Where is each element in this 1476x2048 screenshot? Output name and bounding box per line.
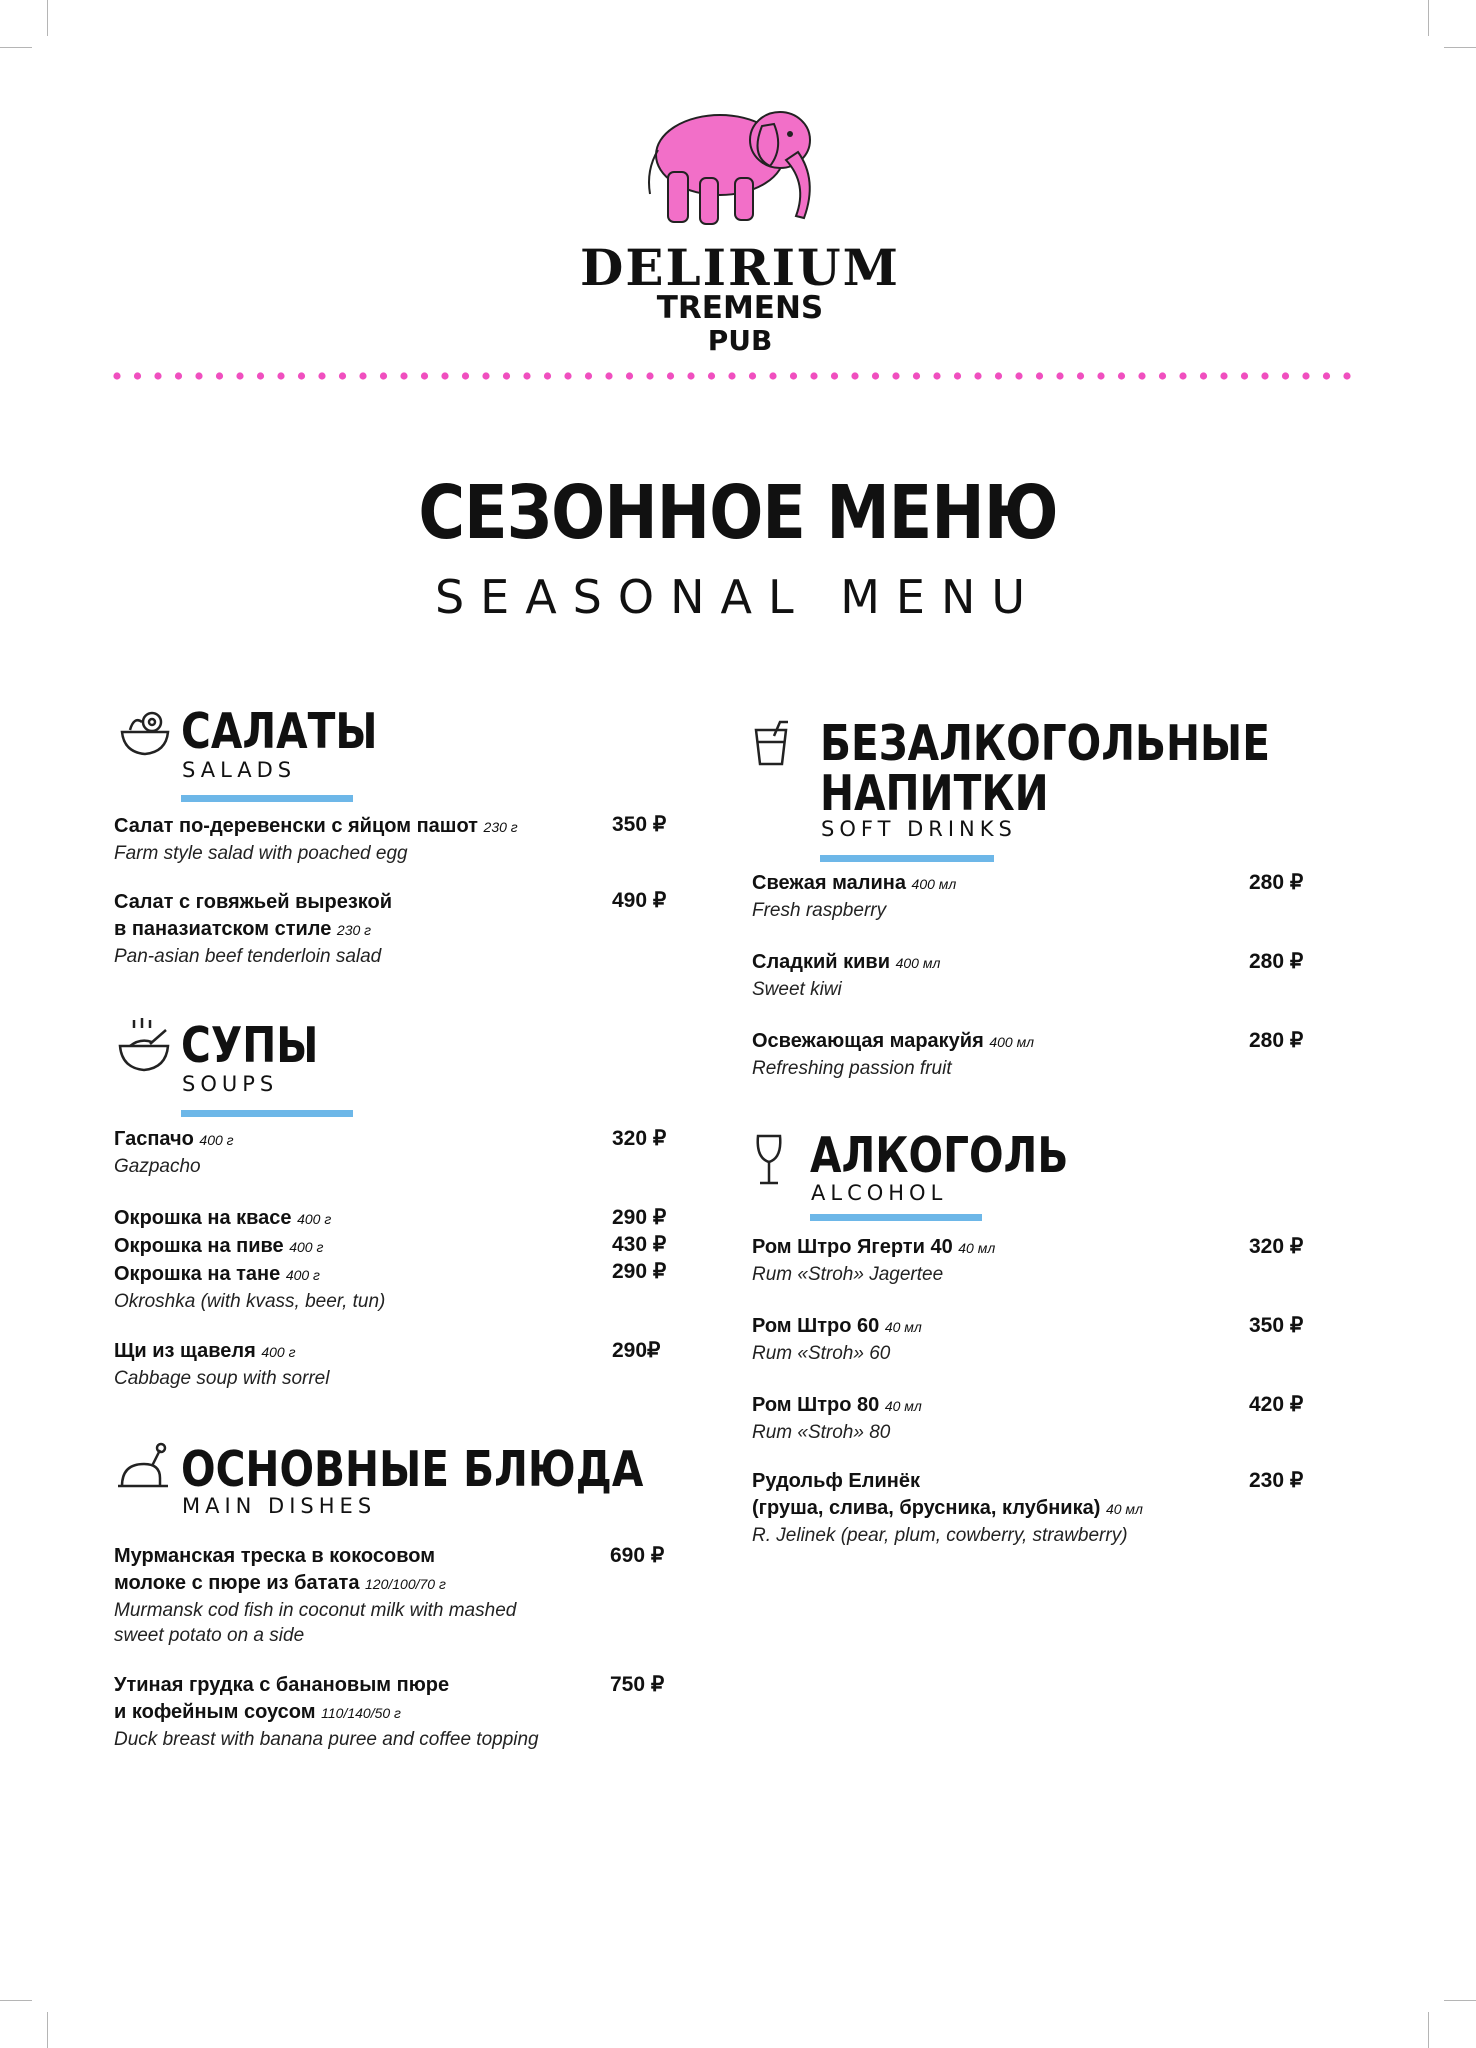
section-subtitle-alcohol: ALCOHOL: [811, 1181, 948, 1205]
section-title-soft-line2: НАПИТКИ: [820, 765, 1049, 822]
item-name-en-line2: sweet potato on a side: [114, 1625, 305, 1646]
divider-dot: [1323, 372, 1330, 379]
divider-dot: [728, 372, 735, 379]
divider-dot: [482, 372, 489, 379]
divider-dot: [277, 372, 284, 379]
item-weight: 110/140/50 г: [321, 1705, 401, 1721]
section-subtitle-soups: SOUPS: [182, 1072, 279, 1096]
divider-dot: [400, 372, 407, 379]
item-name: Салат с говяжьей вырезкой: [114, 891, 393, 913]
item-price: 280 ₽: [1249, 871, 1304, 894]
section-underline: [820, 855, 994, 862]
section-title-salads: САЛАТЫ: [181, 703, 378, 760]
crop-mark: [1444, 2000, 1476, 2001]
item-name-en: Rum «Stroh» 60: [752, 1343, 891, 1364]
divider-dot: [1241, 372, 1248, 379]
item-price: 750 ₽: [610, 1673, 665, 1696]
crop-mark: [1428, 2012, 1429, 2048]
item-name-en: Cabbage soup with sorrel: [114, 1368, 330, 1389]
item-name-en: Gazpacho: [114, 1156, 201, 1177]
divider-dot: [1097, 372, 1104, 379]
crop-mark: [1428, 0, 1429, 36]
section-underline: [181, 1110, 353, 1117]
divider-dot: [298, 372, 305, 379]
section-subtitle-mains: MAIN DISHES: [182, 1494, 377, 1518]
item-name-en: Murmansk cod fish in coconut milk with mashed: [114, 1600, 517, 1621]
divider-dot: [708, 372, 715, 379]
section-underline: [181, 795, 353, 802]
divider-dot: [1036, 372, 1043, 379]
salad-bowl-icon: [118, 708, 172, 758]
divider-dot: [441, 372, 448, 379]
item-weight: 400 мл: [989, 1034, 1035, 1050]
item-name: Ром Штро 60: [752, 1315, 880, 1337]
menu-item: [114, 813, 674, 866]
divider-dot: [134, 372, 141, 379]
crop-mark: [1444, 47, 1476, 48]
item-name: Свежая малина: [752, 872, 906, 894]
menu-item: [752, 1234, 1312, 1287]
item-name: Рудольф Елинёк: [752, 1470, 920, 1492]
item-weight: 400 мл: [895, 955, 941, 971]
section-subtitle-salads: SALADS: [182, 758, 297, 782]
item-name-line2: и кофейным соусом: [114, 1701, 316, 1723]
divider-dot: [1159, 372, 1166, 379]
divider-dot: [749, 372, 756, 379]
item-name: Утиная грудка с банановым пюре: [114, 1674, 450, 1696]
divider-dot: [1138, 372, 1145, 379]
soup-bowl-icon: [116, 1016, 172, 1074]
divider-dot: [646, 372, 653, 379]
item-weight: 400 г: [261, 1344, 296, 1360]
divider-dot: [1056, 372, 1063, 379]
item-name: Ром Штро Ягерти 40: [752, 1236, 953, 1258]
crop-mark: [0, 47, 32, 48]
roast-chicken-icon: [114, 1442, 172, 1494]
item-name-line2: (груша, слива, брусника, клубника): [752, 1497, 1101, 1519]
divider-dot: [1077, 372, 1084, 379]
divider-dot: [769, 372, 776, 379]
item-price: 280 ₽: [1249, 1029, 1304, 1052]
menu-item: [752, 949, 1312, 1002]
menu-item: [752, 1392, 1312, 1445]
brand-name: DELIRIUM: [580, 238, 900, 297]
divider-dot: [195, 372, 202, 379]
divider-dot: [1200, 372, 1207, 379]
item-name-en: Refreshing passion fruit: [752, 1058, 952, 1079]
item-weight: 400 г: [289, 1239, 324, 1255]
divider-dot: [318, 372, 325, 379]
divider-dot: [1261, 372, 1268, 379]
item-name-en: Okroshka (with kvass, beer, tun): [114, 1291, 386, 1312]
divider-dot: [523, 372, 530, 379]
wine-glass-icon: [754, 1134, 784, 1186]
item-name-en: Farm style salad with poached egg: [114, 843, 408, 864]
divider-dot: [380, 372, 387, 379]
brand-line-pub: PUB: [707, 324, 773, 357]
item-name-line2: в паназиатском стиле: [114, 918, 332, 940]
divider-dot: [236, 372, 243, 379]
item-name: Гаспачо: [114, 1128, 194, 1150]
item-price: 490 ₽: [612, 889, 667, 912]
drink-glass-icon: [752, 720, 790, 766]
divider-dot: [503, 372, 510, 379]
item-name-en: Rum «Stroh» Jagertee: [752, 1264, 944, 1285]
section-title-soft-line1: БЕЗАЛКОГОЛЬНЫЕ: [820, 715, 1270, 772]
divider-dot: [216, 372, 223, 379]
item-price: 350 ₽: [1249, 1314, 1304, 1337]
menu-item: [114, 1672, 674, 1752]
item-name-en: Sweet kiwi: [752, 979, 842, 1000]
divider-dot: [1220, 372, 1227, 379]
item-name-en: Rum «Stroh» 80: [752, 1422, 891, 1443]
menu-item: [114, 1205, 674, 1314]
item-name: Салат по-деревенски с яйцом пашот: [114, 815, 478, 837]
divider-dot: [626, 372, 633, 379]
item-price: 320 ₽: [612, 1127, 667, 1150]
divider-dot: [339, 372, 346, 379]
divider-dot: [687, 372, 694, 379]
divider-dot: [605, 372, 612, 379]
menu-item: [114, 1338, 674, 1391]
item-name: Щи из щавеля: [114, 1340, 256, 1362]
item-price: 290₽: [612, 1339, 661, 1362]
crop-mark: [47, 2012, 48, 2048]
crop-mark: [0, 2000, 32, 2001]
item-name-en: Duck breast with banana puree and coffee topping: [114, 1729, 539, 1750]
item-weight: 40 мл: [884, 1319, 922, 1335]
divider-dot: [995, 372, 1002, 379]
divider-dot: [1302, 372, 1309, 379]
item-weight: 400 мл: [911, 876, 957, 892]
crop-mark: [47, 0, 48, 36]
item-price: 350 ₽: [612, 813, 667, 836]
item-weight: 40 мл: [1105, 1501, 1143, 1517]
divider-dot: [421, 372, 428, 379]
item-weight: 120/100/70 г: [365, 1576, 446, 1592]
item-weight: 230 г: [336, 922, 372, 938]
brand-logo: [560, 100, 920, 370]
item-name-en: Fresh raspberry: [752, 900, 887, 921]
pink-elephant-icon: [560, 100, 920, 240]
item-name-en: R. Jelinek (pear, plum, cowberry, strawberry): [752, 1525, 1128, 1546]
item-weight: 40 мл: [884, 1398, 922, 1414]
section-title-mains: ОСНОВНЫЕ БЛЮДА: [181, 1441, 644, 1498]
section-title-soups: СУПЫ: [181, 1017, 319, 1074]
item-name: Освежающая маракуйя: [752, 1030, 984, 1052]
divider-dot: [1343, 372, 1350, 379]
item-name: Окрошка на квасе: [114, 1207, 292, 1229]
item-weight: 400 г: [297, 1211, 332, 1227]
page-title: СЕЗОННОЕ МЕНЮ: [418, 470, 1058, 556]
dotted-divider: [113, 371, 1353, 381]
item-name: Окрошка на тане: [114, 1263, 281, 1285]
divider-dot: [1015, 372, 1022, 379]
divider-dot: [974, 372, 981, 379]
divider-dot: [810, 372, 817, 379]
menu-item: [752, 1028, 1312, 1081]
menu-item: [752, 870, 1312, 923]
item-price: 320 ₽: [1249, 1235, 1304, 1258]
item-name-en: Pan-asian beef tenderloin salad: [114, 946, 382, 967]
divider-dot: [831, 372, 838, 379]
divider-dot: [113, 372, 120, 379]
page-subtitle: SEASONAL MENU: [434, 570, 1042, 624]
divider-dot: [154, 372, 161, 379]
divider-dot: [954, 372, 961, 379]
divider-dot: [544, 372, 551, 379]
divider-dot: [872, 372, 879, 379]
menu-item: [752, 1468, 1312, 1548]
section-subtitle-soft: SOFT DRINKS: [821, 817, 1017, 841]
item-name: Мурманская треска в кокосовом: [114, 1545, 436, 1567]
section-title-alcohol: АЛКОГОЛЬ: [810, 1127, 1069, 1184]
divider-dot: [462, 372, 469, 379]
divider-dot: [1118, 372, 1125, 379]
divider-dot: [790, 372, 797, 379]
item-weight: 400 г: [285, 1267, 320, 1283]
divider-dot: [175, 372, 182, 379]
menu-item: [114, 1126, 674, 1179]
item-price: 230 ₽: [1249, 1469, 1304, 1492]
menu-item: [114, 1543, 674, 1648]
item-price: 430 ₽: [612, 1233, 667, 1256]
divider-dot: [359, 372, 366, 379]
menu-item: [114, 889, 674, 969]
item-price: 690 ₽: [610, 1544, 665, 1567]
item-price: 420 ₽: [1249, 1393, 1304, 1416]
item-price: 290 ₽: [612, 1260, 667, 1283]
divider-dot: [913, 372, 920, 379]
item-weight: 230 г: [483, 819, 518, 835]
item-name: Окрошка на пиве: [114, 1235, 284, 1257]
item-price: 290 ₽: [612, 1206, 667, 1229]
divider-dot: [933, 372, 940, 379]
divider-dot: [257, 372, 264, 379]
divider-dot: [585, 372, 592, 379]
divider-dot: [1179, 372, 1186, 379]
divider-dot: [892, 372, 899, 379]
item-weight: 400 г: [199, 1132, 234, 1148]
divider-dot: [667, 372, 674, 379]
item-name: Ром Штро 80: [752, 1394, 880, 1416]
item-name-line2: молоке с пюре из батата: [114, 1572, 360, 1594]
item-name: Сладкий киви: [752, 951, 891, 973]
divider-dot: [1282, 372, 1289, 379]
item-weight: 40 мл: [958, 1240, 996, 1256]
divider-dot: [851, 372, 858, 379]
menu-item: [752, 1313, 1312, 1366]
divider-dot: [564, 372, 571, 379]
brand-line-tremens: TREMENS: [656, 290, 824, 326]
section-underline: [810, 1214, 982, 1221]
item-price: 280 ₽: [1249, 950, 1304, 973]
